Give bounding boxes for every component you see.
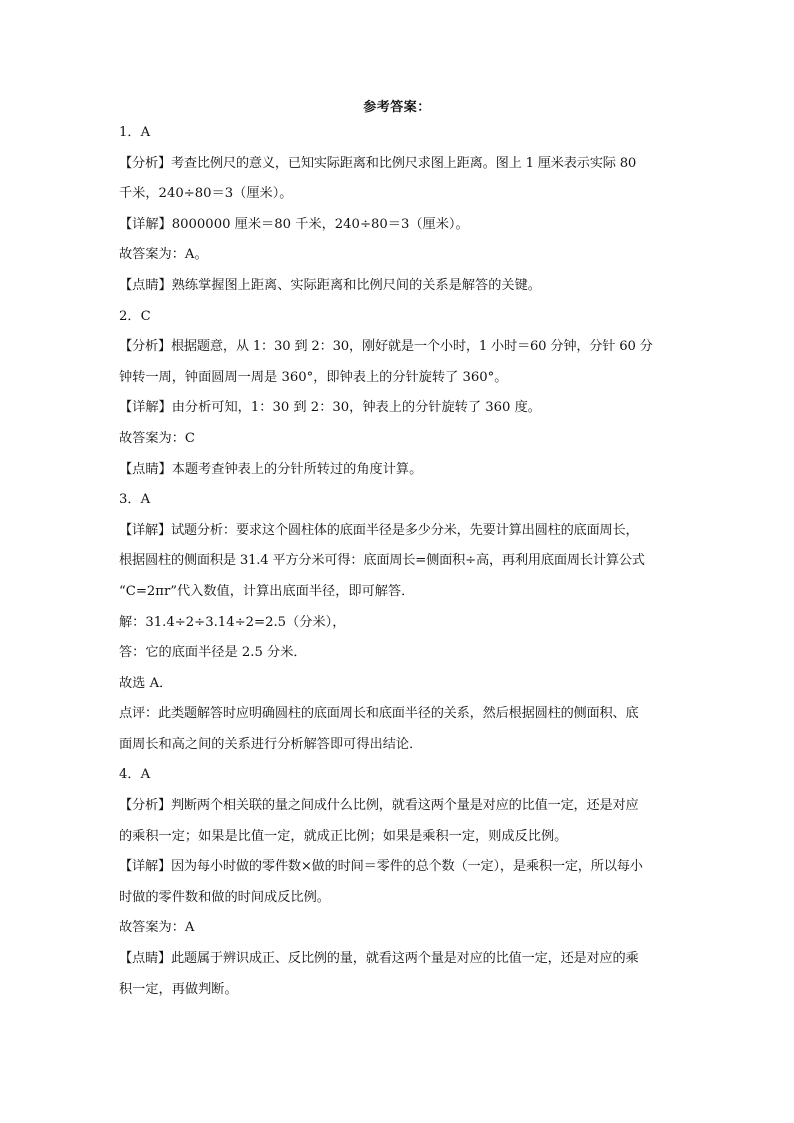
- comment-line: 积一定，再做判断。: [119, 981, 238, 997]
- answer-number-1: 1．A: [119, 125, 151, 140]
- answer-line: 故答案为：A。: [119, 247, 208, 263]
- detail-line: 【详解】由分析可知，1：30 到 2：30，钟表上的分针旋转了 360 度。: [119, 400, 541, 416]
- analysis-line: 【分析】考查比例尺的意义，已知实际距离和比例尺求图上距离。图上 1 厘米表示实际 80: [119, 155, 637, 171]
- detail-line: 时做的零件数和做的时间成反比例。: [119, 889, 330, 905]
- analysis-line: 钟转一周，钟面圆周一周是 360°，即钟表上的分针旋转了 360°。: [119, 369, 508, 385]
- review-line: 点评：此类题解答时应明确圆柱的底面周长和底面半径的关系，然后根据圆柱的侧面积、底: [119, 706, 639, 722]
- answer-line: 故答案为：C: [119, 430, 196, 446]
- answer-number-2: 2．C: [119, 308, 151, 324]
- answer-line: 答：它的底面半径是 2.5 分米．: [119, 645, 307, 661]
- analysis-line: 的乘积一定；如果是比值一定，就成正比例；如果是乘积一定，则成反比例。: [119, 828, 568, 844]
- review-line: 面周长和高之间的关系进行分析解答即可得出结论．: [119, 736, 423, 752]
- comment-line: 【点睛】熟练掌握图上距离、实际距离和比例尺间的关系是解答的关键。: [119, 277, 541, 293]
- comment-line: 【点睛】此题属于辨识成正、反比例的量，就看这两个量是对应的比值一定，还是对应的乘: [119, 951, 639, 967]
- analysis-line: 【分析】判断两个相关联的量之间成什么比例，就看这两个量是对应的比值一定，还是对应: [119, 798, 639, 814]
- detail-line: 根据圆柱的侧面积是 31.4 平方分米可得：底面周长=侧面积÷高，再利用底面周长计算公式: [119, 553, 645, 569]
- page-title: 参考答案：: [363, 100, 431, 115]
- answer-body: [119, 118, 679, 1005]
- answer-number-4: 4．A: [119, 767, 151, 783]
- comment-line: 【点睛】本题考查钟表上的分针所转过的角度计算。: [119, 461, 423, 477]
- analysis-line: 【分析】根据题意，从 1：30 到 2：30，刚好就是一个小时，1 小时＝60 分钟，分针 60 分: [119, 339, 653, 355]
- detail-line: 【详解】因为每小时做的零件数×做的时间＝零件的总个数（一定），是乘积一定，所以每小: [119, 859, 643, 875]
- detail-line: 【详解】8000000 厘米＝80 千米，240÷80＝3（厘米）。: [119, 216, 469, 232]
- analysis-line: 千米，240÷80＝3（厘米）。: [119, 186, 293, 202]
- choice-line: 故选 A．: [119, 675, 173, 691]
- detail-line: “C=2πr”代入数值，计算出底面半径，即可解答．: [119, 583, 415, 599]
- answer-number-3: 3．A: [119, 492, 151, 508]
- solution-line: 解：31.4÷2÷3.14÷2=2.5（分米），: [119, 614, 346, 630]
- answer-line: 故答案为：A: [119, 920, 195, 936]
- detail-line: 【详解】试题分析：要求这个圆柱体的底面半径是多少分米，先要计算出圆柱的底面周长，: [119, 522, 639, 538]
